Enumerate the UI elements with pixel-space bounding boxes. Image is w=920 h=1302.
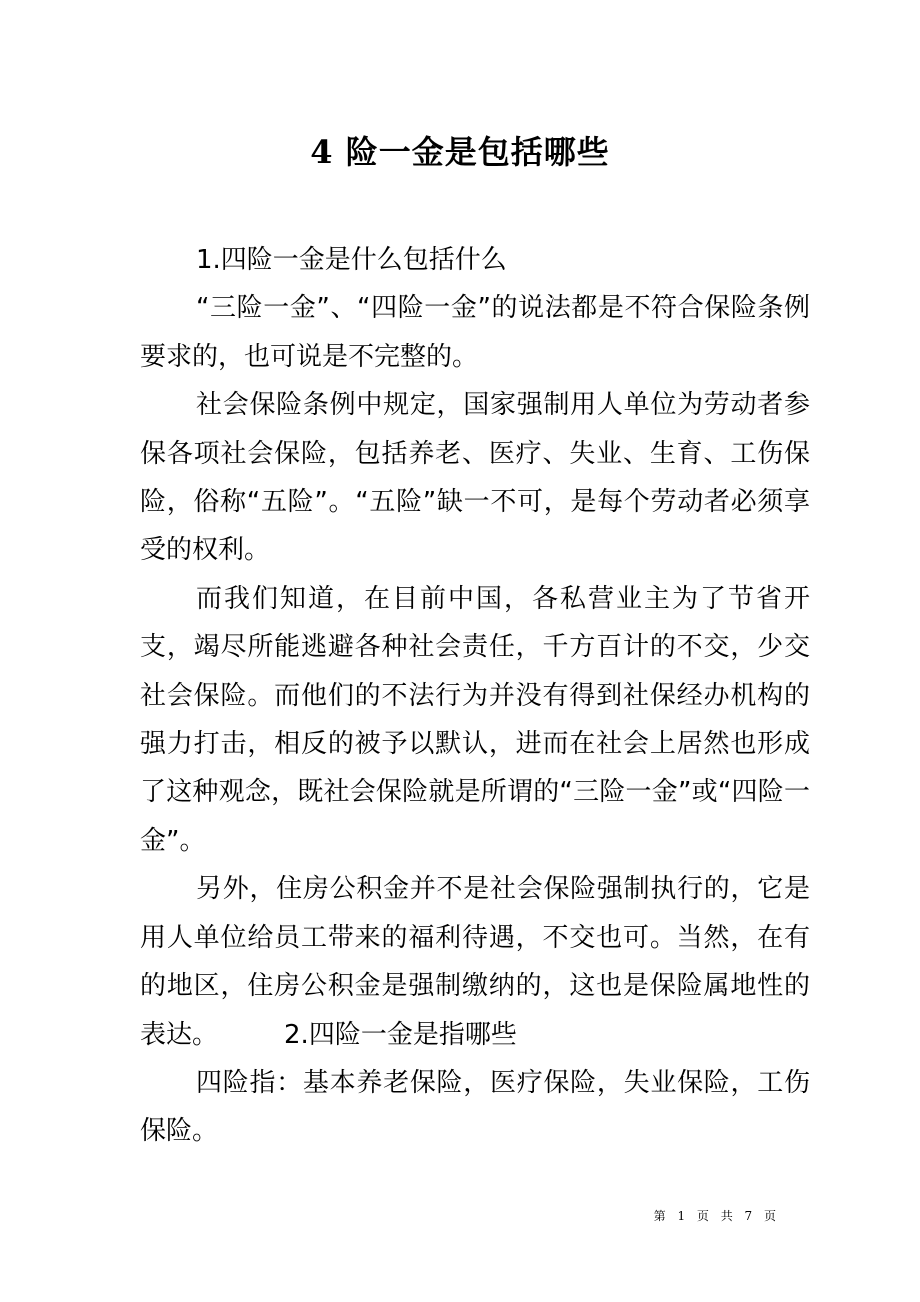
paragraph-terms: “三险一金”、“四险一金”的说法都是不符合保险条例要求的，也可说是不完整的。 xyxy=(140,293,810,372)
paragraph-four-insurances: 四险指：基本养老保险，医疗保险，失业保险，工伤保险。 xyxy=(140,1067,810,1147)
section-heading-2: 2.四险一金是指哪些 xyxy=(284,1019,517,1050)
section-heading-1: 1.四险一金是什么包括什么 xyxy=(196,245,507,275)
housing-fund-text: 另外，住房公积金并不是社会保险强制执行的，它是用人单位给员工带来的福利待遇，不交也可。当然，在有的地区，住房公积金是强制缴纳的，这也是保险属地性的表达。 xyxy=(140,874,810,1050)
page-number: 第 1 页 共 7 页 xyxy=(653,1209,780,1223)
paragraph-housing-fund xyxy=(140,865,810,1059)
document-body xyxy=(140,236,810,1156)
document-title: 4 险一金是包括哪些 xyxy=(310,133,610,171)
paragraph-employers: 而我们知道，在目前中国，各私营业主为了节省开支，竭尽所能逃避各种社会责任，千方百计的不交，少交社会保险。而他们的不法行为并没有得到社保经办机构的强力打击，相反的被予以默认，进而在社会上居然也形成了这种观念，既社会保险就是所谓的“三险一金”或“四险一金”。 xyxy=(140,583,810,856)
paragraph-regulation: 社会保险条例中规定，国家强制用人单位为劳动者参保各项社会保险，包括养老、医疗、失业、生育、工伤保险，俗称“五险”。“五险”缺一不可，是每个劳动者必须享受的权利。 xyxy=(140,390,810,566)
